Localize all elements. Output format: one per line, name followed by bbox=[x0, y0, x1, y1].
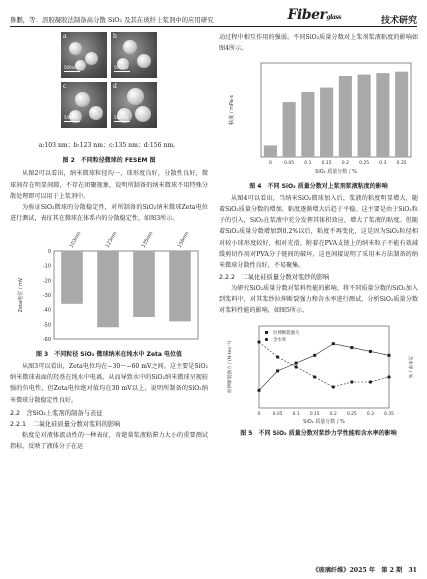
paragraph: 动过程中相互作用的强弱。不同SiO₂质量分数对上浆剂浆液粘度的影响如图4所示。 bbox=[219, 34, 418, 53]
bar bbox=[283, 102, 296, 157]
data-point bbox=[295, 361, 298, 364]
data-point bbox=[257, 340, 260, 343]
x-tick-label: 0.1 bbox=[304, 160, 312, 166]
x-tick-label: 0.15 bbox=[309, 411, 320, 417]
data-point bbox=[258, 388, 261, 391]
section-heading: 2.2 含SiO₂上浆剂的制备与表征 bbox=[10, 409, 103, 417]
legend-marker bbox=[265, 337, 268, 340]
fig5-caption: 图 5 不同 SiO₂ 质量分数对浆纱力学性能和含水率的影响 bbox=[240, 429, 397, 437]
sem-panel-d: d 500nm bbox=[111, 82, 157, 128]
x-axis-label: SiO₂ 质量分数 / % bbox=[315, 168, 357, 175]
x-tick-label: 123nm bbox=[104, 230, 119, 249]
fig4-svg bbox=[219, 57, 418, 181]
bar bbox=[320, 87, 333, 156]
fig4-caption: 图 4 不同 SiO₂ 质量分数对上浆剂浆液粘度的影响 bbox=[249, 182, 388, 190]
x-tick-label: 0.35 bbox=[384, 411, 394, 417]
y-axis-label: Zeta电位 / mV bbox=[18, 277, 24, 313]
x-tick-label: 0.05 bbox=[272, 411, 283, 417]
data-point bbox=[369, 380, 372, 383]
bar bbox=[301, 92, 314, 157]
data-point bbox=[332, 385, 335, 388]
x-tick-label: 0.1 bbox=[292, 411, 300, 417]
fig4-chart bbox=[219, 57, 418, 181]
x-tick-label: 0 bbox=[268, 160, 272, 166]
fig3-caption: 图 3 不同粒径 SiO₂ 微球纳米在纯水中 Zeta 电位值 bbox=[35, 350, 183, 358]
y-tick-label: -40 bbox=[42, 307, 51, 314]
data-point bbox=[295, 365, 298, 368]
bar bbox=[339, 76, 352, 157]
bar bbox=[358, 74, 371, 156]
x-tick-label: 135nm bbox=[140, 230, 155, 249]
left-column bbox=[10, 32, 208, 453]
sem-panel-a: a 500nm bbox=[61, 32, 107, 78]
fig5-svg bbox=[219, 320, 418, 428]
x-tick-label: 0.05 bbox=[284, 160, 295, 166]
series-line bbox=[259, 342, 389, 387]
bar bbox=[264, 145, 277, 157]
legend-entry: 拉伸断裂强力 bbox=[273, 330, 300, 336]
paragraph: 为研究SiO₂质量分数对浆料性能的影响，将不同质量分数的SiO₂加入到浆料中，对其浆纱拉伸断裂强力和含水率进行测试，分析SiO₂质量分数对浆料性能的影响，如图5所示。 bbox=[219, 284, 418, 315]
x-tick-label: 0.2 bbox=[341, 160, 349, 166]
fig2-size-note: a:103 nm；b:123 nm；c:135 nm；d:156 nm。 bbox=[38, 142, 180, 149]
data-point bbox=[350, 346, 353, 349]
fig2-sem-grid bbox=[61, 32, 157, 132]
paragraph: 粘度是对液体流动性的一种表征，奇葩量浆液粘滞力大小的重要测试指标，反映了液体分子在运 bbox=[10, 431, 208, 451]
data-point bbox=[276, 369, 279, 372]
x-tick-label: 0.35 bbox=[396, 160, 407, 166]
x-tick-label: 0.3 bbox=[379, 160, 387, 166]
y-tick-label: -60 bbox=[42, 336, 51, 343]
y-tick-label: -10 bbox=[42, 263, 51, 270]
fig5-chart bbox=[219, 320, 418, 428]
x-tick-label: 0.25 bbox=[359, 160, 370, 166]
x-tick-label: 0.25 bbox=[346, 411, 357, 417]
data-point bbox=[369, 350, 372, 353]
running-title: 鲁鹏，等：溶胶凝胶法制备高分散 SiO₂ 及其在玻纤上浆剂中的应用研究 bbox=[10, 16, 214, 24]
y-axis-label-right: 含水率 / % bbox=[407, 355, 412, 378]
data-point bbox=[350, 380, 353, 383]
fig2-caption: 图 2 不同粒径微球的 FESEM 图 bbox=[62, 157, 156, 165]
fig3-svg bbox=[10, 229, 208, 349]
bar bbox=[395, 71, 408, 156]
y-axis-label: 粘度 / mPa·s bbox=[229, 94, 235, 125]
x-axis-label: SiO₂ 质量分数 / % bbox=[303, 418, 345, 425]
paragraph: 从图2可以看出，纳米微球粒径均一，球形度良好，分散性良好，微球间存在明显间隙，不存在团聚现象，说明所制备的纳米微球不用特殊分散处理即可以用于上浆剂中。 bbox=[10, 170, 208, 200]
subsection-heading: 2.2.2 二氧化硅质量分数对浆纱的影响 bbox=[219, 273, 330, 281]
y-axis-label: 拉伸断裂强力 / (N·tex⁻¹) bbox=[228, 340, 233, 393]
x-tick-label: 103nm bbox=[68, 230, 83, 249]
y-tick-label: -30 bbox=[42, 292, 51, 299]
fig3-chart bbox=[10, 229, 208, 349]
data-point bbox=[388, 353, 391, 356]
x-tick-label: 0.2 bbox=[329, 411, 337, 417]
journal-logo: Fiberglass bbox=[287, 7, 341, 23]
subsection-heading: 2.2.1 二氧化硅质量分数对浆料的影响 bbox=[10, 420, 121, 428]
data-point bbox=[313, 353, 316, 356]
bar bbox=[97, 251, 119, 327]
x-tick-label: 0 bbox=[257, 411, 261, 417]
sem-panel-c: c 500nm bbox=[61, 82, 107, 128]
x-tick-label: 156nm bbox=[176, 230, 191, 249]
bar bbox=[133, 251, 155, 317]
page-footer: 《玻璃纤维》2025 年 第 2 期 31 bbox=[312, 567, 417, 574]
page-header bbox=[10, 7, 417, 27]
sem-panel-b: b 500nm bbox=[111, 32, 157, 78]
legend-entry: 含水率 bbox=[273, 337, 287, 343]
bar bbox=[376, 73, 389, 157]
legend-marker bbox=[265, 331, 268, 334]
x-tick-label: 0.3 bbox=[366, 411, 374, 417]
y-tick-label: 0 bbox=[47, 248, 51, 255]
data-point bbox=[276, 355, 279, 358]
bar bbox=[169, 251, 191, 321]
paragraph: 为验证SiO₂微球的分散稳定性，对所制备的SiO₂纳米微球Zeta电位进行测试，表征其在微球在体系内的分散稳定性，如图3所示。 bbox=[10, 204, 208, 223]
paragraph: 从图3可以看出，Zeta电位均在−30～−60 mV之间。这主要是SiO₂纳米微球表面的羟基在纯水中电离，从而导致水中的SiO₂纳米微球呈现较强的负电性，但Zeta电位绝对值均在30 mV以上，说明所制备的SiO₂纳米微球分散稳定性良好。 bbox=[10, 362, 208, 404]
paragraph: 从图4可以看出，当纳米SiO₂微球加入后，浆液的粘度明显增大，随着SiO₂质量分数的增加，粘度逐渐增大后趋于平稳。这主要是由于SiO₂粒子的引入，SiO₂在浆液中充分发挥其体积效应，增大了浆液的粘度。但随着SiO₂质量分数增加到0.2%以后，粘度不再变化，这是因为SiO₂粒径相对较小球形度较好，相对光滑，附着在PVA支链上的纳米粒子不能有效减缓剪切作用对PVA分子链间的破坏，这也间接说明了采用本方法制备的纳米微球分散性良好，不易聚集。 bbox=[219, 194, 418, 270]
y-tick-label: -50 bbox=[42, 322, 51, 329]
x-tick-label: 0.15 bbox=[321, 160, 332, 166]
y-tick-label: -20 bbox=[42, 278, 51, 285]
data-point bbox=[332, 342, 335, 345]
bar bbox=[61, 251, 83, 304]
section-label: 技术研究 bbox=[380, 16, 417, 26]
data-point bbox=[313, 375, 316, 378]
right-column bbox=[219, 32, 418, 437]
data-point bbox=[387, 375, 390, 378]
